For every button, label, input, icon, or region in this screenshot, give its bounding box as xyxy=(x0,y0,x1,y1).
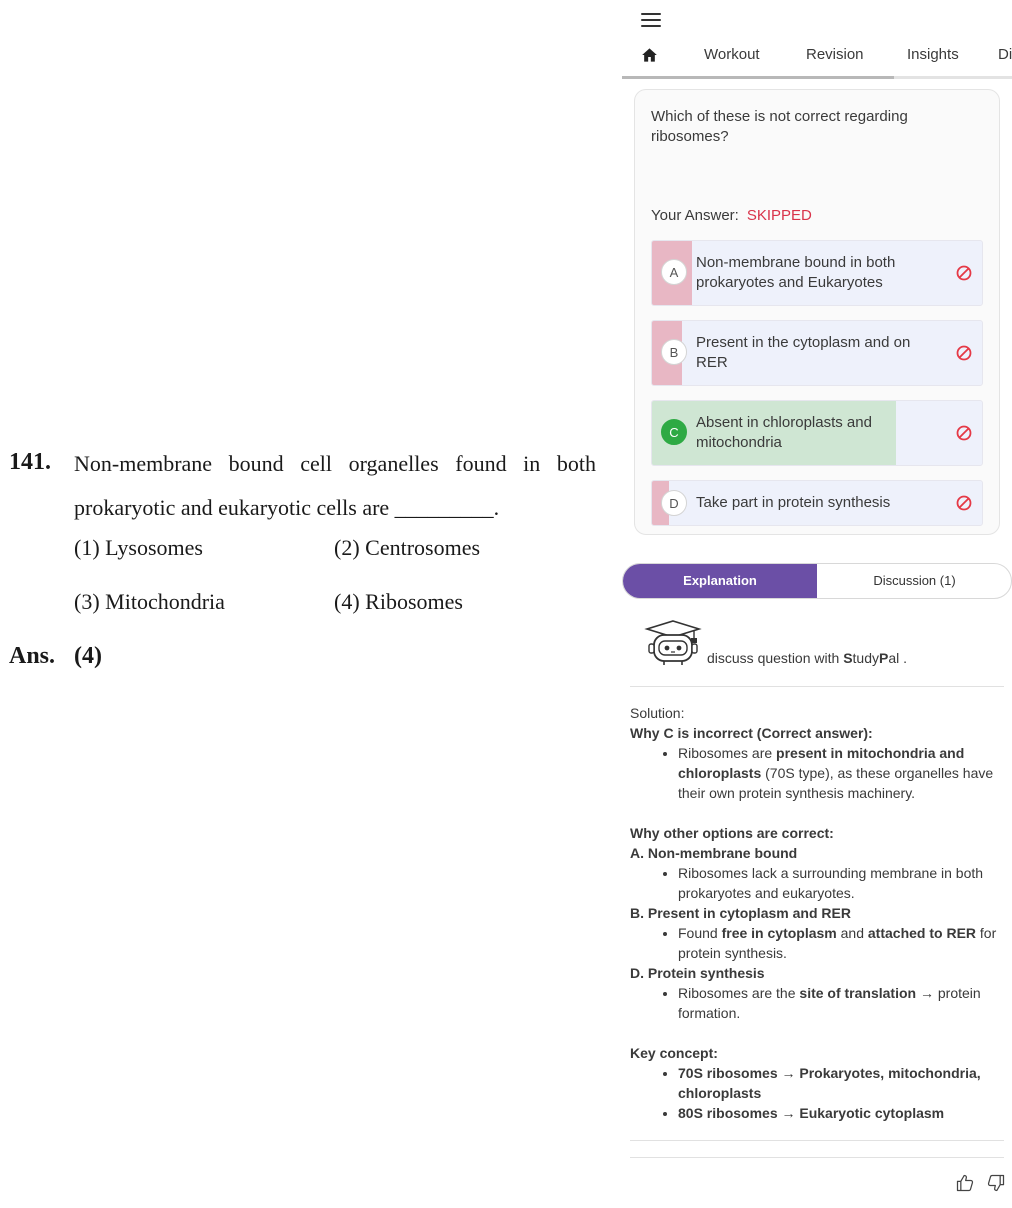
option-a-badge: A xyxy=(661,259,687,285)
studypal-robot-icon[interactable] xyxy=(644,619,702,667)
option-a-bullet: • Ribosomes lack a surrounding membrane in both prokaryotes and eukaryotes. xyxy=(678,863,1010,903)
why-c-heading: Why C is incorrect (Correct answer): xyxy=(630,725,873,741)
option-d-text: Take part in protein synthesis xyxy=(696,494,891,511)
option-d-heading: D. Protein synthesis xyxy=(630,965,765,981)
studypal-al: al . xyxy=(888,650,908,666)
option-d-badge: D xyxy=(661,490,687,516)
studypal-s: S xyxy=(843,650,853,666)
question-option-3: (3) Mitochondria xyxy=(74,589,225,614)
option-c[interactable] xyxy=(651,400,983,466)
option-a[interactable] xyxy=(651,240,983,306)
studypal-p: P xyxy=(879,650,889,666)
solution-content xyxy=(630,703,1010,1123)
ban-icon xyxy=(956,265,972,281)
option-a-heading: A. Non-membrane bound xyxy=(630,845,798,861)
question-option-1: (1) Lysosomes xyxy=(74,535,203,560)
ban-icon xyxy=(956,495,972,511)
divider xyxy=(630,686,1004,687)
ban-icon xyxy=(956,425,972,441)
option-c-text: Absent in chloroplasts and mitochondria xyxy=(696,414,872,451)
tab-workout[interactable]: Workout xyxy=(704,46,760,63)
studypal-link[interactable] xyxy=(707,650,907,666)
ban-icon xyxy=(956,345,972,361)
question-option-4: (4) Ribosomes xyxy=(334,589,463,614)
tab-revision[interactable]: Revision xyxy=(806,46,864,63)
option-a-text: Non-membrane bound in both prokaryotes and Eukaryotes xyxy=(696,254,896,291)
question-number: 141. xyxy=(9,449,51,475)
tab-discussion-truncated[interactable]: Di xyxy=(998,46,1012,63)
option-b[interactable] xyxy=(651,320,983,386)
tab-scroll-indicator xyxy=(622,76,894,79)
explanation-discussion-toggle xyxy=(622,563,1012,599)
nav-tabs xyxy=(622,40,1012,79)
divider xyxy=(630,1140,1004,1141)
divider xyxy=(630,1157,1004,1158)
your-answer xyxy=(651,207,812,224)
why-c-list xyxy=(630,743,1010,803)
skipped-status: SKIPPED xyxy=(746,207,812,224)
option-b-bullet: • Found free in cytoplasm and attached to RER for protein synthesis. xyxy=(678,923,1010,963)
tab-explanation[interactable]: Explanation xyxy=(623,564,817,598)
studypal-tudy: tudy xyxy=(852,650,879,666)
option-b-heading: B. Present in cytoplasm and RER xyxy=(630,905,851,921)
solution-label: Solution: xyxy=(630,705,685,721)
option-d-bullet: • Ribosomes are the site of translation → protein formation. xyxy=(678,983,1010,1023)
tab-insights[interactable]: Insights xyxy=(907,46,959,63)
key-concept-heading: Key concept: xyxy=(630,1045,718,1061)
question-line-1: Non-membrane bound cell organelles found in both xyxy=(74,451,596,476)
app-panel xyxy=(622,0,1012,1208)
why-c-bullet: • Ribosomes are present in mitochondria and chloroplasts (70S type), as these organelles have their own protein synthesis machinery. xyxy=(678,743,1010,803)
your-answer-label: Your Answer: xyxy=(651,207,739,224)
question-line-2: prokaryotic and eukaryotic cells are _________. xyxy=(74,495,500,520)
answer-label: Ans. xyxy=(9,643,56,669)
option-b-list xyxy=(630,923,1010,963)
key-concept-list xyxy=(630,1063,1010,1123)
home-icon[interactable] xyxy=(641,47,658,63)
studypal-prefix: discuss question with xyxy=(707,650,844,666)
option-c-badge: C xyxy=(661,419,687,445)
option-d-list xyxy=(630,983,1010,1023)
tab-discussion[interactable]: Discussion (1) xyxy=(873,573,956,588)
question-option-2: (2) Centrosomes xyxy=(334,535,481,560)
option-d[interactable] xyxy=(651,480,983,526)
question-card xyxy=(634,89,1000,535)
option-b-badge: B xyxy=(661,339,687,365)
answer-value: (4) xyxy=(74,643,102,669)
option-a-list xyxy=(630,863,1010,903)
thumbs-down-icon[interactable] xyxy=(986,1173,1006,1193)
option-b-text: Present in the cytoplasm and on RER xyxy=(696,334,911,371)
why-other-heading: Why other options are correct: xyxy=(630,825,834,841)
key-concept-bullet-1: • 70S ribosomes → Prokaryotes, mitochondria, chloroplasts xyxy=(678,1063,1010,1103)
thumbs-up-icon[interactable] xyxy=(955,1173,975,1193)
hamburger-menu-icon[interactable] xyxy=(641,13,661,29)
question-text: Which of these is not correct regarding ribosomes? xyxy=(651,108,908,145)
key-concept-bullet-2: • 80S ribosomes → Eukaryotic cytoplasm xyxy=(678,1103,1010,1123)
